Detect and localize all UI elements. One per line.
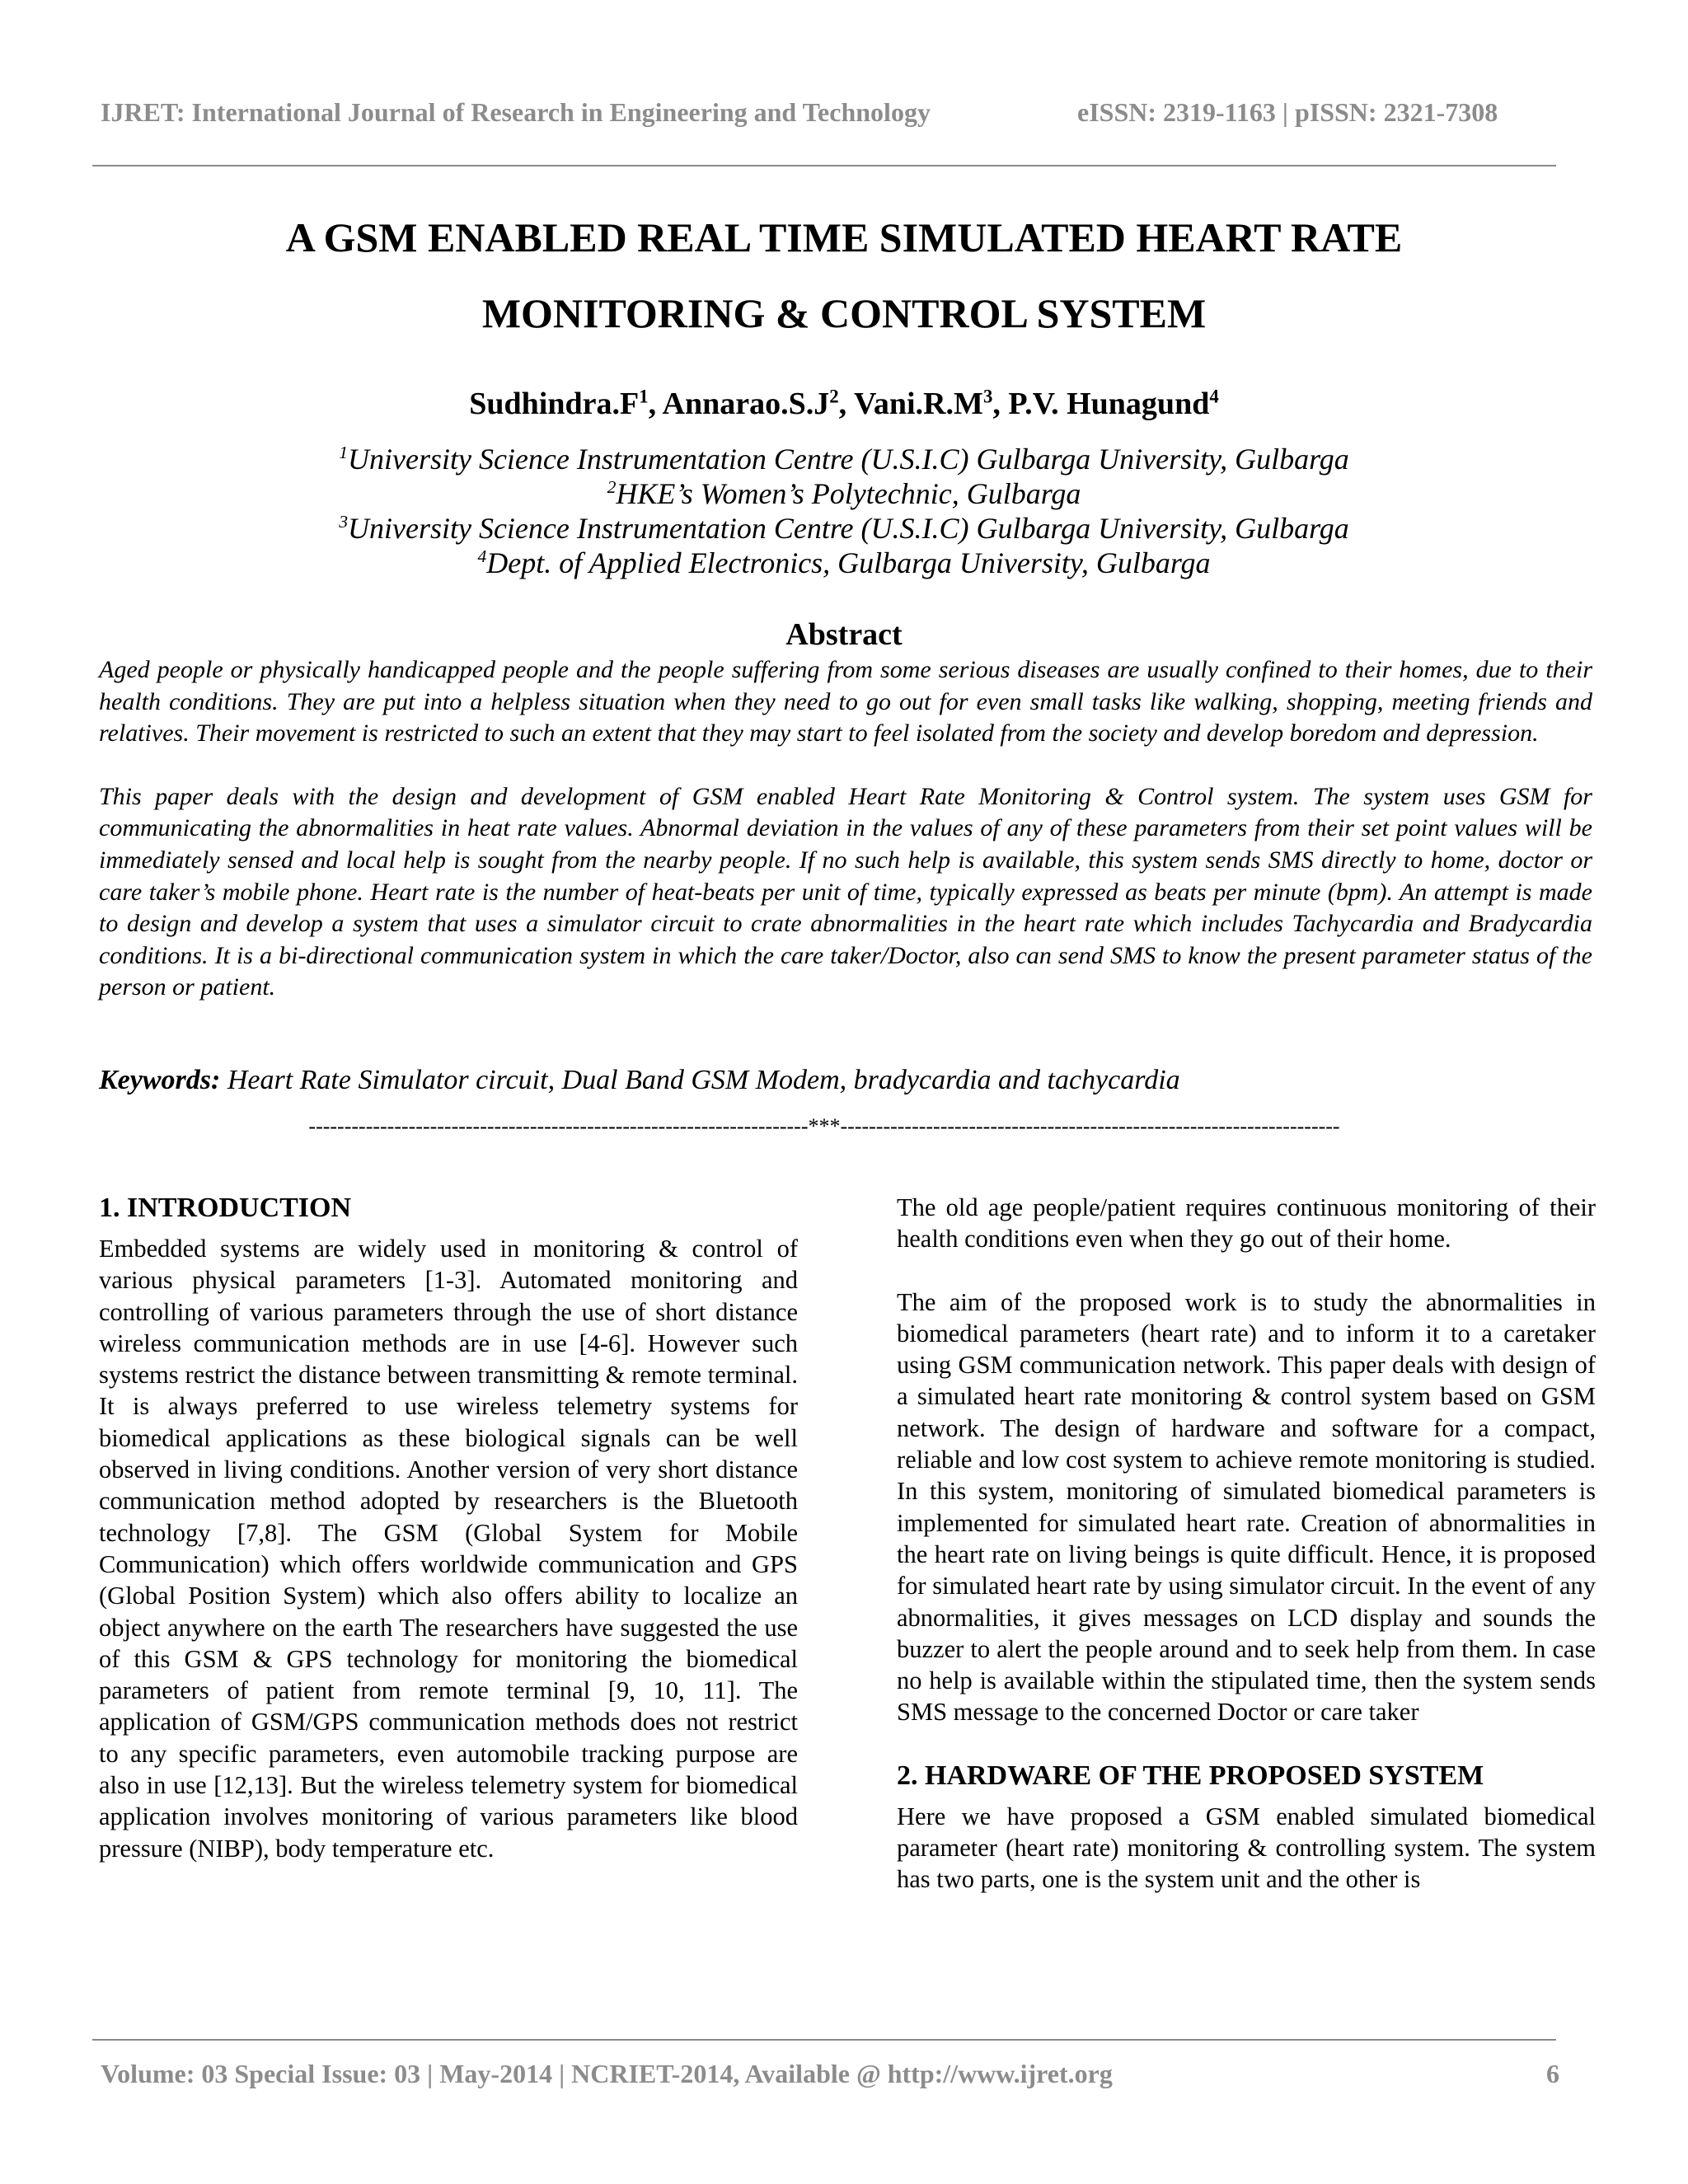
page-number: 6 xyxy=(1546,2059,1559,2088)
section-heading-hardware: 2. HARDWARE OF THE PROPOSED SYSTEM xyxy=(897,1760,1484,1791)
footer-text: Volume: 03 Special Issue: 03 | May-2014 | NCRIET-2014, Available @ http://www.ijret.org xyxy=(101,2059,1113,2088)
left-column xyxy=(99,1192,798,1896)
affiliation: $^4$Dept. of Applied Electronics, Gulbarga University, Gulbarga xyxy=(477,546,1211,579)
author-name: P.V. Hunagund xyxy=(1008,387,1210,421)
author-sup: 3 xyxy=(982,386,993,407)
author-list: $Sudhindra.F^1$, $Annarao.S.J^2$, $Vani.R.M^3$, P.V. Hunagund$^4$ xyxy=(469,386,1219,421)
abstract-paragraph: Aged people or physically handicapped people and the people suffering from some serious diseases are usually confined to their homes, due to their health conditions. They are put into a helpless situation when they need to go out for even small tasks like walking, shopping, meeting friends and relatives. Their movement is restricted to such an extent that they may start to feel isolated from the society and develop boredom and depression. xyxy=(99,656,1592,748)
body-paragraph: The old age people/patient requires continuous monitoring of their health conditions even when they go out of their home. xyxy=(897,1193,1596,1254)
author-sup: 4 xyxy=(1209,386,1219,407)
affiliation: $^3$University Science Instrumentation Centre (U.S.I.C) Gulbarga University, Gulbarga xyxy=(339,512,1349,545)
abstract-paragraph: This paper deals with the design and development of GSM enabled Heart Rate Monitoring & Control system. The system uses GSM for communicating the abnormalities in heat rate values. Abnormal deviation in the values of any of these parameters from their set point values will be immediately sensed and local help is sought from the nearby people. If no such help is available, this system sends SMS directly to home, doctor or care taker’s mobile phone. Heart rate is the number of heat-beats per unit of time, typically expressed as beats per minute (bpm). An attempt is made to design and develop a system that uses a simulator circuit to crate abnormalities in the heart rate which includes Tachycardia and Bradycardia conditions. It is a bi-directional communication system in which the care taker/Doctor, also can send SMS to know the present parameter status of the person or patient. xyxy=(99,782,1592,1001)
affiliation: $^1$University Science Instrumentation Centre (U.S.I.C) Gulbarga University, Gulbarga xyxy=(339,443,1349,476)
keywords-text: Heart Rate Simulator circuit, Dual Band GSM Modem, bradycardia and tachycardia xyxy=(220,1065,1180,1095)
header-rule xyxy=(92,165,1556,166)
author-name: Annarao.S.J xyxy=(662,387,830,421)
author-sup: 1 xyxy=(639,386,649,407)
running-header xyxy=(101,97,1551,128)
abstract-body xyxy=(99,654,1592,1035)
paper-title xyxy=(92,199,1596,351)
body-paragraph: Embedded systems are widely used in monitoring & control of various physical parameters [1-3]. Automated monitoring and controlling of various parameters through the use of short distance wireless communication methods are in use [4-6]. However such systems restrict the distance between transmitting & remote terminal. It is always preferred to use wireless telemetry systems for biomedical applications as these biological signals can be well observed in living conditions. Another version of very short distance communication method adopted by researchers is the Bluetooth technology [7,8]. The GSM (Global System for Mobile Communication) which offers worldwide communication and GPS (Global Position System) which also offers ability to localize an object anywhere on the earth The researchers have suggested the use of this GSM & GPS technology for monitoring the biomedical parameters of patient from remote terminal [9, 10, 11]. The application of GSM/GPS communication methods does not restrict to any specific parameters, even automobile tracking purpose are also in use [12,13]. But the wireless telemetry system for biomedical application involves monitoring of various parameters like blood pressure (NIBP), body temperature etc. xyxy=(99,1235,798,1863)
journal-name: IJRET: International Journal of Research in Engineering and Technology xyxy=(101,97,931,127)
keywords-label: Keywords: xyxy=(99,1065,221,1095)
affiliation-list xyxy=(92,442,1596,580)
abstract-heading: Abstract xyxy=(785,617,903,652)
section-heading-introduction: 1. INTRODUCTION xyxy=(99,1193,352,1223)
author-sup: 2 xyxy=(829,386,839,407)
footer-rule xyxy=(92,2039,1556,2041)
journal-issn: eISSN: 2319-1163 | pISSN: 2321-7308 xyxy=(1077,97,1498,127)
title-line-1: A GSM ENABLED REAL TIME SIMULATED HEART RATE xyxy=(285,214,1403,260)
right-column xyxy=(897,1192,1596,1927)
author-name: Vani.R.M xyxy=(853,387,983,421)
title-line-2: MONITORING & CONTROL SYSTEM xyxy=(481,290,1207,336)
author-name: Sudhindra.F xyxy=(469,387,640,421)
keywords xyxy=(99,1065,1592,1096)
body-paragraph: Here we have proposed a GSM enabled simulated biomedical parameter (heart rate) monitoring & controlling system. The system has two parts, one is the system unit and the other is xyxy=(897,1802,1596,1894)
section-separator: ----------------------------------------------------------------------***---------------------------------------------------------------------- xyxy=(308,1114,1340,1138)
body-paragraph: The aim of the proposed work is to study the abnormalities in biomedical parameters (heart rate) and to inform it to a caretaker using GSM communication network. This paper deals with design of a simulated heart rate monitoring & control system based on GSM network. The design of hardware and software for a compact, reliable and low cost system to achieve remote monitoring is studied. In this system, monitoring of simulated biomedical parameters is implemented for simulated heart rate. Creation of abnormalities in the heart rate on living beings is quite difficult. Hence, it is proposed for simulated heart rate by using simulator circuit. In the event of any abnormalities, it gives messages on LCD display and sounds the buzzer to alert the people around and to seek help from them. In case no help is available within the stipulated time, then the system sends SMS message to the concerned Doctor or care taker xyxy=(897,1287,1596,1727)
affiliation: $^2$HKE’s Women’s Polytechnic, Gulbarga xyxy=(607,477,1081,510)
running-footer xyxy=(101,2059,1559,2089)
